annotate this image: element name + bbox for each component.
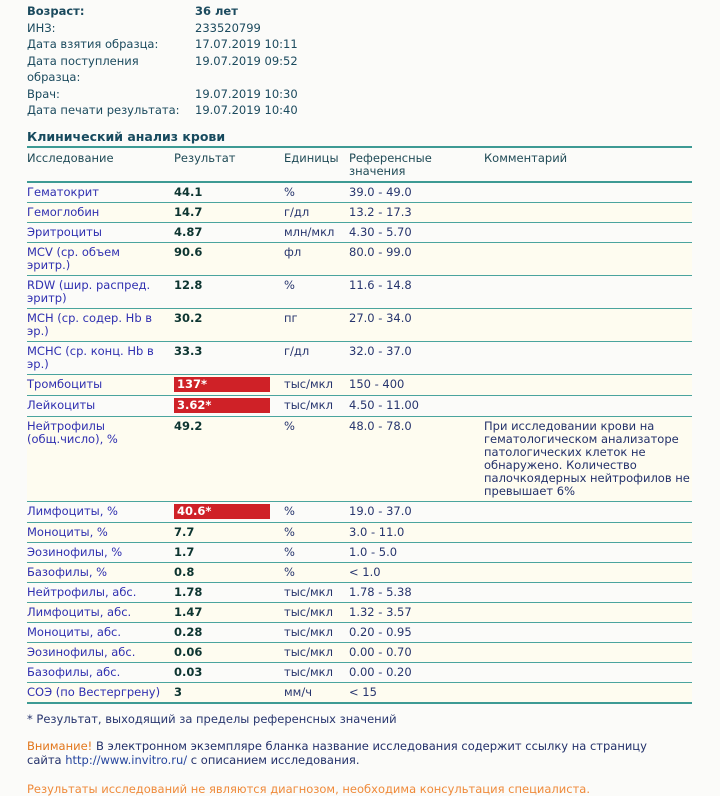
test-name-link[interactable]: MCHC (ср. конц. Hb в эр.) <box>27 343 154 371</box>
result-value: 14.7 <box>174 204 203 219</box>
test-name-link[interactable]: Моноциты, % <box>27 524 108 539</box>
table-row <box>27 543 692 563</box>
table-row <box>27 643 692 663</box>
reference-cell: 19.0 - 37.0 <box>349 503 412 518</box>
reference-cell: < 15 <box>349 684 377 699</box>
units-cell: % <box>284 524 295 539</box>
notice-text-after-link: с описанием исследования. <box>187 753 360 767</box>
reference-cell: 27.0 - 34.0 <box>349 310 412 325</box>
result-value: 1.78 <box>174 584 203 599</box>
notice-paragraph <box>27 739 667 768</box>
table-row <box>27 583 692 603</box>
results-table <box>27 146 692 704</box>
table-row <box>27 276 692 309</box>
units-cell: г/дл <box>284 204 310 219</box>
reference-cell: 150 - 400 <box>349 376 405 391</box>
patient-info-value: 19.07.2019 10:30 <box>195 86 298 101</box>
patient-info-label: Дата взятия образца: <box>27 37 159 51</box>
test-name-link[interactable]: СОЭ (по Вестергрену) <box>27 684 161 699</box>
test-name-link[interactable]: Эозинофилы, абс. <box>27 644 136 659</box>
reference-cell: 0.00 - 0.20 <box>349 664 412 679</box>
patient-info-label: Врач: <box>27 86 60 101</box>
table-row <box>27 623 692 643</box>
notice-text-before-link: В электронном экземпляре бланка название исследования содержит ссылку на страницу сайта <box>27 738 647 767</box>
reference-cell: 3.0 - 11.0 <box>349 524 405 539</box>
header-reference: Референсные значения <box>349 150 432 178</box>
result-value: 90.6 <box>174 244 203 259</box>
test-name-link[interactable]: Эозинофилы, % <box>27 544 123 559</box>
table-row <box>27 523 692 543</box>
result-value: 4.87 <box>174 224 203 239</box>
patient-info-value: 17.07.2019 10:11 <box>195 37 298 51</box>
units-cell: тыс/мкл <box>284 397 333 412</box>
reference-cell: 32.0 - 37.0 <box>349 343 412 358</box>
header-units: Единицы <box>284 150 339 165</box>
test-name-link[interactable]: Лейкоциты <box>27 397 96 412</box>
test-name-link[interactable]: Тромбоциты <box>27 376 103 391</box>
results-table-header <box>27 148 692 183</box>
reference-cell: 11.6 - 14.8 <box>349 277 412 292</box>
units-cell: тыс/мкл <box>284 664 333 679</box>
units-cell: млн/мкл <box>284 224 335 239</box>
test-name-link[interactable]: Моноциты, абс. <box>27 624 122 639</box>
table-row <box>27 375 692 396</box>
result-value: 137* <box>174 377 270 392</box>
result-value: 3 <box>174 684 183 699</box>
table-row <box>27 396 692 417</box>
table-row <box>27 417 692 502</box>
patient-info-value: 19.07.2019 10:40 <box>195 103 298 117</box>
test-name-link[interactable]: Базофилы, абс. <box>27 664 121 679</box>
reference-cell: < 1.0 <box>349 564 381 579</box>
units-cell: % <box>284 564 295 579</box>
patient-info-value: 233520799 <box>195 20 261 35</box>
test-name-link[interactable]: RDW (шир. распред. эритр) <box>27 277 151 305</box>
patient-info-row <box>27 102 693 119</box>
units-cell: пг <box>284 310 298 325</box>
reference-cell: 0.20 - 0.95 <box>349 624 412 639</box>
footnote: * Результат, выходящий за пределы референсных значений <box>27 711 397 726</box>
units-cell: тыс/мкл <box>284 604 333 619</box>
table-row <box>27 563 692 583</box>
reference-cell: 4.50 - 11.00 <box>349 397 419 412</box>
units-cell: тыс/мкл <box>284 376 333 391</box>
table-row <box>27 203 692 223</box>
result-value: 33.3 <box>174 343 203 358</box>
table-row <box>27 603 692 623</box>
header-result: Результат <box>174 150 236 165</box>
patient-info-value: 19.07.2019 09:52 <box>195 53 298 68</box>
patient-info-section <box>27 3 693 119</box>
reference-cell: 1.0 - 5.0 <box>349 544 398 559</box>
units-cell: тыс/мкл <box>284 624 333 639</box>
table-row <box>27 243 692 276</box>
units-cell: % <box>284 418 295 433</box>
result-value: 0.8 <box>174 564 195 579</box>
reference-cell: 0.00 - 0.70 <box>349 644 412 659</box>
test-name-link[interactable]: Лимфоциты, % <box>27 503 118 518</box>
table-row <box>27 223 692 243</box>
disclaimer-text: Результаты исследований не являются диагнозом, необходима консультация специалиста. <box>27 781 590 796</box>
patient-info-row <box>27 36 693 53</box>
result-value: 30.2 <box>174 310 203 325</box>
result-value: 0.06 <box>174 644 203 659</box>
patient-info-row <box>27 86 693 103</box>
header-test: Исследование <box>27 150 114 165</box>
reference-cell: 80.0 - 99.0 <box>349 244 412 259</box>
test-name-link[interactable]: Гематокрит <box>27 184 99 199</box>
invitro-link[interactable]: http://www.invitro.ru/ <box>65 753 188 767</box>
result-value: 3.62* <box>174 398 270 413</box>
patient-info-label: Дата поступления образца: <box>27 53 139 84</box>
reference-cell: 4.30 - 5.70 <box>349 224 412 239</box>
result-value: 44.1 <box>174 184 203 199</box>
units-cell: % <box>284 544 295 559</box>
result-value: 49.2 <box>174 418 203 433</box>
test-name-link[interactable]: Лимфоциты, абс. <box>27 604 132 619</box>
test-name-link[interactable]: Нейтрофилы (общ.число), % <box>27 418 118 446</box>
section-title: Клинический анализ крови <box>27 128 226 144</box>
units-cell: тыс/мкл <box>284 644 333 659</box>
patient-info-label: ИНЗ: <box>27 20 56 35</box>
result-value: 0.28 <box>174 624 203 639</box>
units-cell: г/дл <box>284 343 310 358</box>
test-name-link[interactable]: Гемоглобин <box>27 204 100 219</box>
result-value: 7.7 <box>174 524 195 539</box>
result-value: 1.7 <box>174 544 195 559</box>
notice-warning-word: Внимание! <box>27 738 93 753</box>
result-value: 0.03 <box>174 664 203 679</box>
patient-info-row <box>27 20 693 37</box>
result-value: 1.47 <box>174 604 203 619</box>
test-name-link[interactable]: MCH (ср. содер. Hb в эр.) <box>27 310 153 338</box>
patient-info-row <box>27 53 693 86</box>
table-row <box>27 342 692 375</box>
comment-cell: При исследовании крови на гематологическом анализаторе патологических клеток не обнаружено. Количество палочкоядерных нейтрофилов не превышает 6% <box>484 418 690 498</box>
units-cell: % <box>284 503 295 518</box>
reference-cell: 1.32 - 3.57 <box>349 604 412 619</box>
result-value: 12.8 <box>174 277 203 292</box>
table-row <box>27 309 692 342</box>
reference-cell: 48.0 - 78.0 <box>349 418 412 433</box>
table-row <box>27 183 692 203</box>
patient-info-value: 36 лет <box>195 4 238 18</box>
test-name-link[interactable]: MCV (ср. объем эритр.) <box>27 244 120 272</box>
reference-cell: 39.0 - 49.0 <box>349 184 412 199</box>
patient-info-row <box>27 3 693 20</box>
header-comment: Комментарий <box>484 150 568 165</box>
test-name-link[interactable]: Нейтрофилы, абс. <box>27 584 137 599</box>
units-cell: % <box>284 277 295 292</box>
patient-info-label: Возраст: <box>27 4 85 18</box>
reference-cell: 13.2 - 17.3 <box>349 204 412 219</box>
table-row <box>27 663 692 683</box>
table-row <box>27 502 692 523</box>
units-cell: % <box>284 184 295 199</box>
units-cell: тыс/мкл <box>284 584 333 599</box>
reference-cell: 1.78 - 5.38 <box>349 584 412 599</box>
units-cell: мм/ч <box>284 684 313 699</box>
test-name-link[interactable]: Базофилы, % <box>27 564 108 579</box>
patient-info-label: Дата печати результата: <box>27 103 180 117</box>
results-table-body <box>27 183 692 704</box>
units-cell: фл <box>284 244 302 259</box>
result-value: 40.6* <box>174 504 270 519</box>
test-name-link[interactable]: Эритроциты <box>27 224 102 239</box>
